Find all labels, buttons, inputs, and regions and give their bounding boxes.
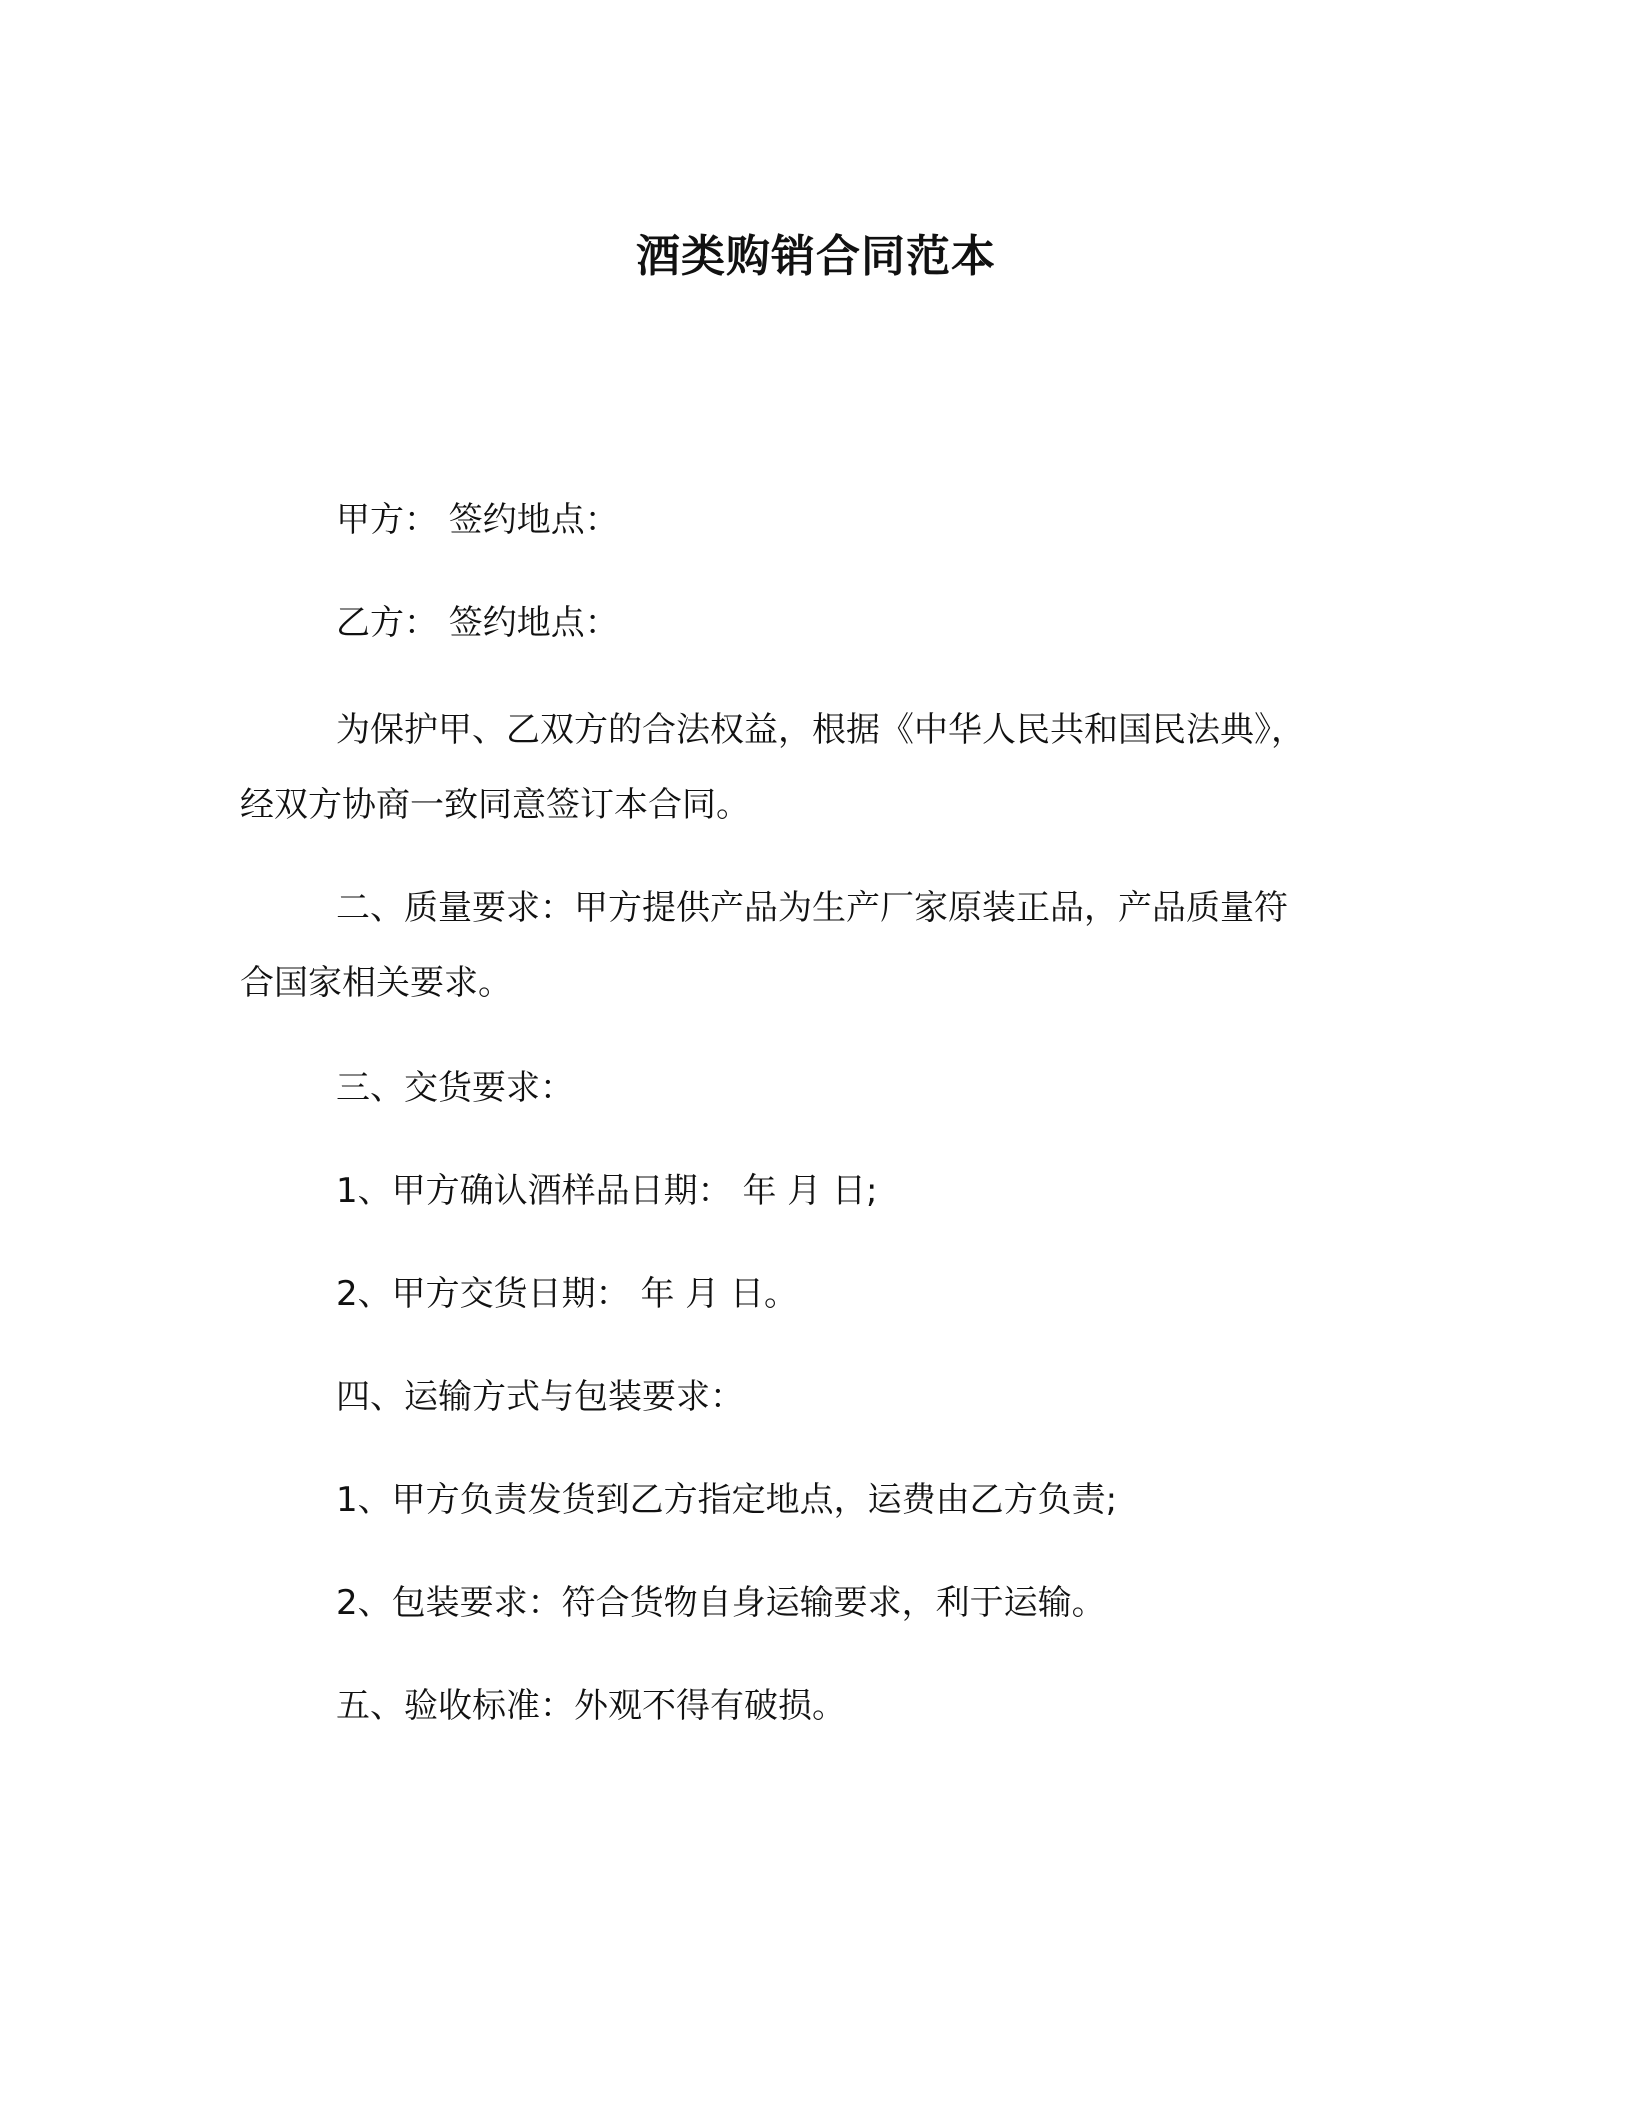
quality-line-1: 二、质量要求：甲方提供产品为生产厂家原装正品，产品质量符 (336, 888, 1288, 928)
delivery-item-2: 2、甲方交货日期： 年 月 日。 (336, 1274, 799, 1314)
delivery-heading: 三、交货要求： (336, 1068, 574, 1108)
party-a-line: 甲方： 签约地点： (336, 500, 619, 540)
party-b-line: 乙方： 签约地点： (336, 603, 619, 643)
preamble-line-2: 经双方协商一致同意签订本合同。 (240, 785, 750, 825)
transport-item-2: 2、包装要求：符合货物自身运输要求，利于运输。 (336, 1583, 1106, 1623)
preamble-line-1: 为保护甲、乙双方的合法权益，根据《中华人民共和国民法典》， (336, 710, 1305, 750)
document-title: 酒类购销合同范本 (636, 231, 996, 282)
transport-item-1: 1、甲方负责发货到乙方指定地点，运费由乙方负责; (336, 1480, 1118, 1520)
quality-line-2: 合国家相关要求。 (240, 963, 512, 1003)
acceptance-line: 五、验收标准：外观不得有破损。 (336, 1686, 846, 1726)
delivery-item-1: 1、甲方确认酒样品日期： 年 月 日; (336, 1171, 878, 1211)
transport-heading: 四、运输方式与包装要求： (336, 1377, 744, 1417)
